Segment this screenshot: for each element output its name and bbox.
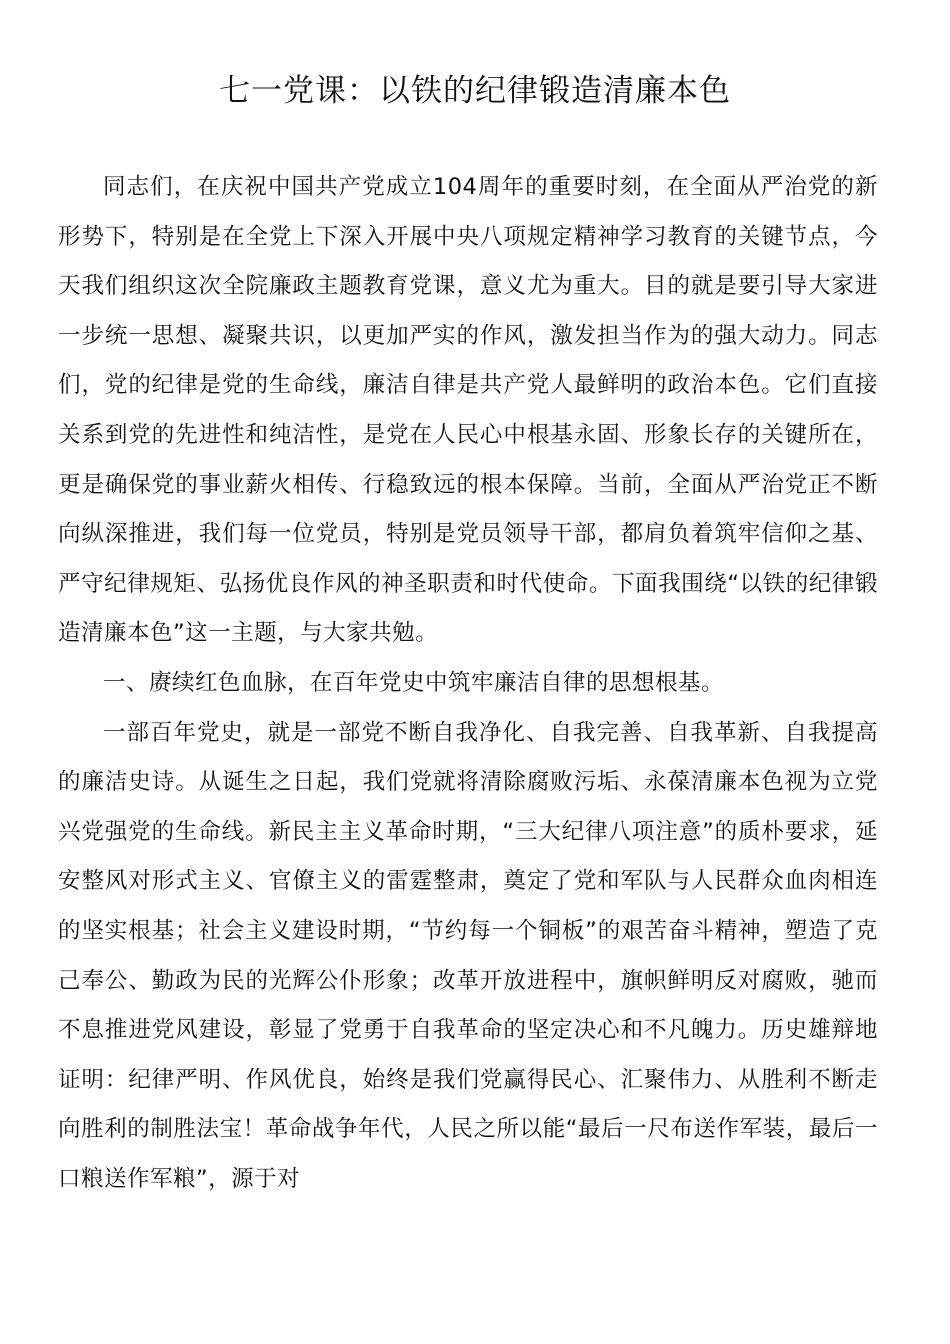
section-paragraph: 一部百年党史，就是一部党不断自我净化、自我完善、自我革新、自我提高的廉洁史诗。从诞生之日起，我们党就将清除腐败污垢、永葆清廉本色视为立党兴党强党的生命线。新民主主义革命时期，“三大纪律八项注意”的质朴要求，延安整风对形式主义、官僚主义的雷霆整肃，奠定了党和军队与人民群众血肉相连的坚实根基；社会主义建设时期，“节约每一个铜板”的艰苦奋斗精神，塑造了克己奉公、勤政为民的光辉公仆形象；改革开放进程中，旗帜鲜明反对腐败，驰而不息推进党风建设，彰显了党勇于自我革命的坚定决心和不凡魄力。历史雄辩地证明：纪律严明、作风优良，始终是我们党赢得民心、汇聚伟力、从胜利不断走向胜利的制胜法宝！革命战争年代，人民之所以能“最后一尺布送作军装，最后一口粮送作军粮”，源于对 bbox=[58, 719, 878, 1192]
opening-paragraph: 同志们，在庆祝中国共产党成立104周年的重要时刻，在全面从严治党的新形势下，特别是在全党上下深入开展中央八项规定精神学习教育的关键节点，今天我们组织这次全院廉政主题教育党课，意义尤为重大。目的就是要引导大家进一步统一思想、凝聚共识，以更加严实的作风，激发担当作为的强大动力。同志们，党的纪律是党的生命线，廉洁自律是共产党人最鲜明的政治本色。它们直接关系到党的先进性和纯洁性，是党在人民心中根基永固、形象长存的关键所在，更是确保党的事业薪火相传、行稳致远的根本保障。当前，全面从严治党正不断向纵深推进，我们每一位党员，特别是党员领导干部，都肩负着筑牢信仰之基、严守纪律规矩、弘扬优良作风的神圣职责和时代使命。下面我围绕“以铁的纪律锻造清廉本色”这一主题，与大家共勉。 bbox=[58, 174, 878, 647]
document-body bbox=[58, 163, 878, 1204]
document-title: 七一党课：以铁的纪律锻造清廉本色 bbox=[219, 73, 731, 109]
section-heading: 一、赓续红色血脉，在百年党史中筑牢廉洁自律的思想根基。 bbox=[103, 669, 725, 696]
